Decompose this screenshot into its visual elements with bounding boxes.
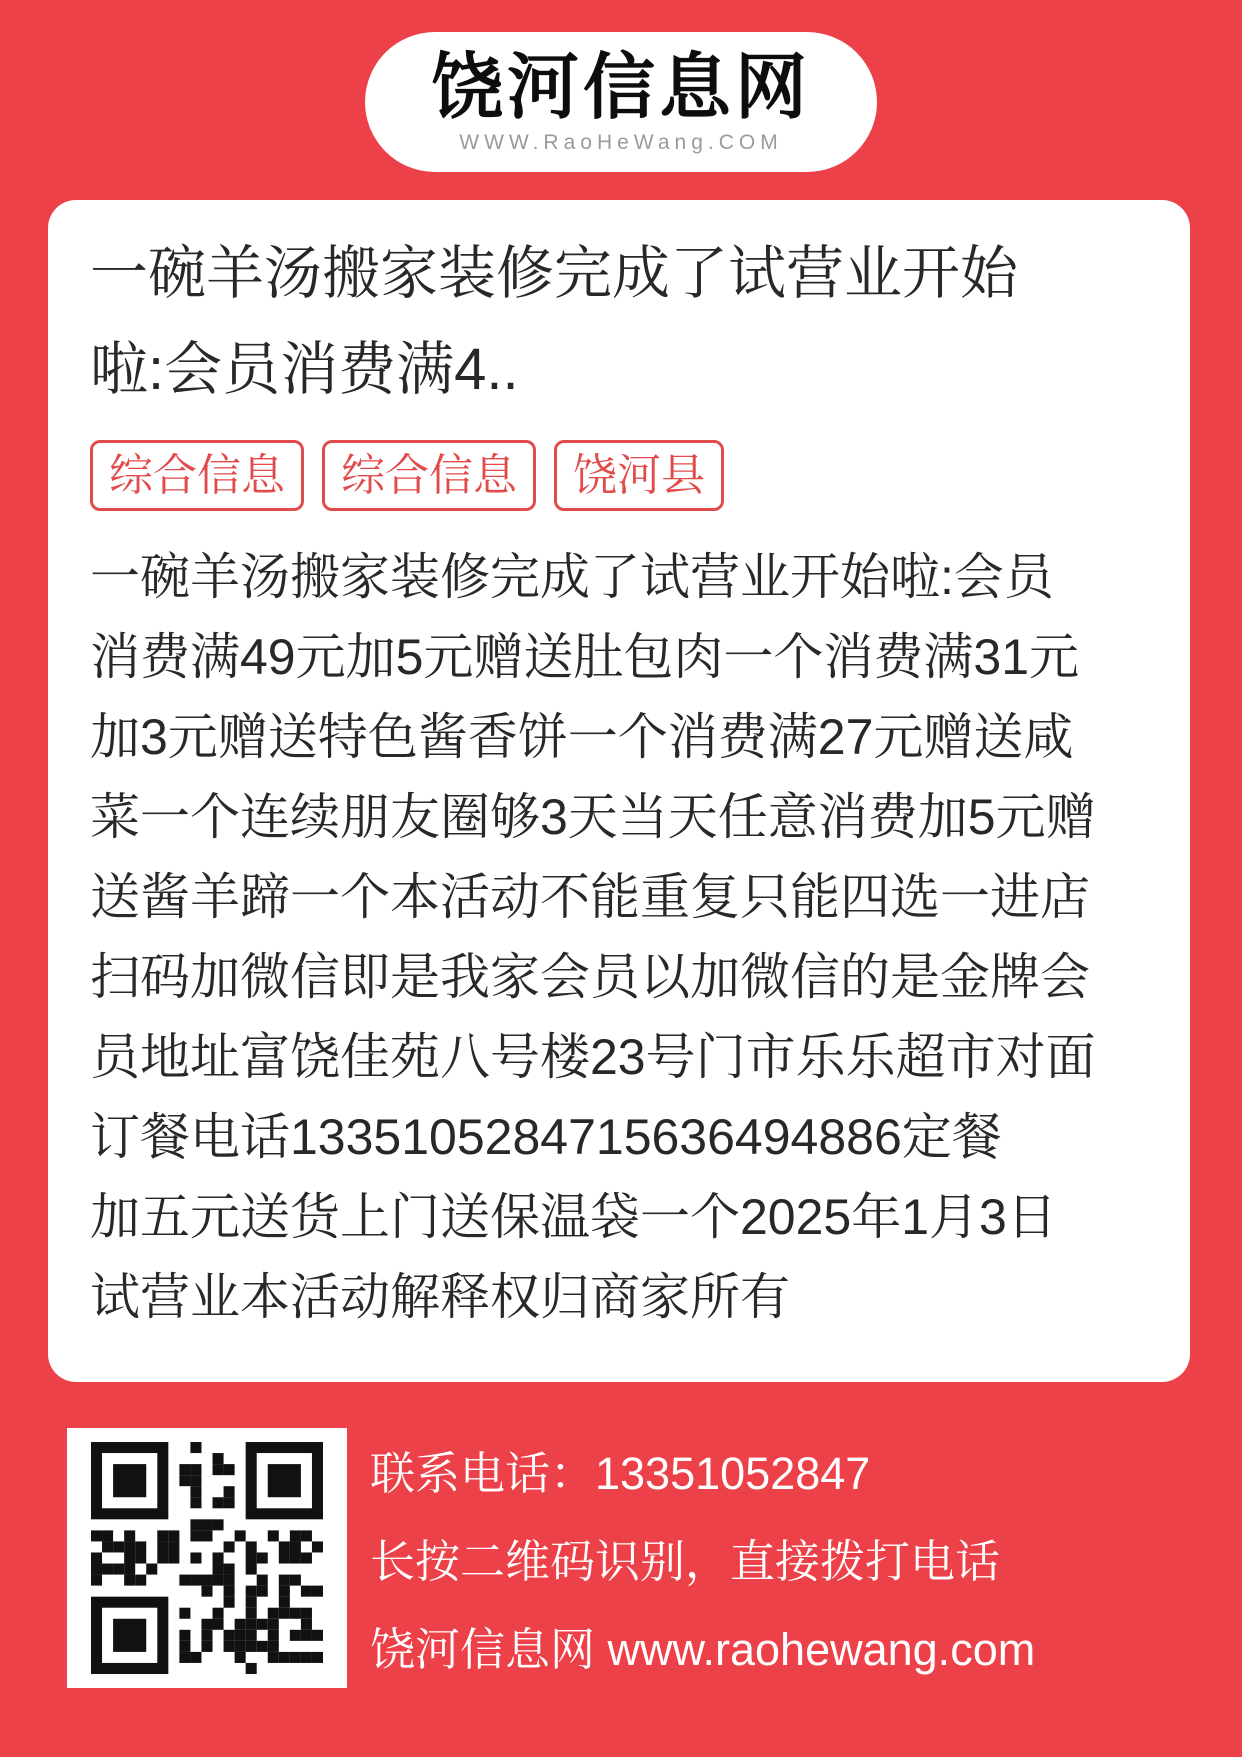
article-card [48, 200, 1190, 1382]
qr-code-icon[interactable] [67, 1428, 347, 1688]
tag-region[interactable]: 饶河县 [554, 440, 724, 511]
body-line: 一碗羊汤搬家装修完成了试营业开始啦:会员 [90, 549, 1054, 606]
body-line: 加3元赠送特色酱香饼一个消费满27元赠送咸 [90, 709, 1074, 766]
contact-phone[interactable]: 联系电话：13351052847 [370, 1448, 871, 1499]
site-logo-url: WWW.RaoHeWang.COM [459, 130, 783, 154]
body-line: 试营业本活动解释权归商家所有 [90, 1269, 790, 1326]
article-title[interactable] [90, 226, 1148, 418]
qr-code-svg [81, 1442, 333, 1674]
article-title-line-2: 啦:会员消费满4.. [90, 337, 519, 402]
body-line: 加五元送货上门送保温袋一个2025年1月3日 [90, 1189, 1057, 1246]
tag-category-1[interactable]: 综合信息 [90, 440, 304, 511]
body-line: 送酱羊蹄一个本活动不能重复只能四选一进店 [90, 869, 1090, 926]
body-line: 消费满49元加5元赠送肚包肉一个消费满31元 [90, 629, 1080, 686]
site-logo-title: 饶河信息网 [430, 47, 811, 128]
body-line: 扫码加微信即是我家会员以加微信的是金牌会 [90, 949, 1090, 1006]
body-line: 菜一个连续朋友圈够3天当天任意消费加5元赠 [90, 789, 1096, 846]
tag-category-2[interactable]: 综合信息 [322, 440, 536, 511]
footer-contact [370, 1430, 1035, 1694]
body-line: 员地址富饶佳苑八号楼23号门市乐乐超市对面 [90, 1029, 1096, 1086]
site-logo[interactable] [365, 32, 877, 172]
tags-row [90, 440, 1148, 511]
body-line: 订餐电话1335105284715636494886定餐 [90, 1109, 1002, 1166]
contact-instruction: 长按二维码识别，直接拨打电话 [370, 1536, 1001, 1587]
site-url-link[interactable]: 饶河信息网 www.raohewang.com [370, 1624, 1036, 1675]
article-title-line-1: 一碗羊汤搬家装修完成了试营业开始 [90, 241, 1019, 306]
article-body [90, 537, 1148, 1337]
